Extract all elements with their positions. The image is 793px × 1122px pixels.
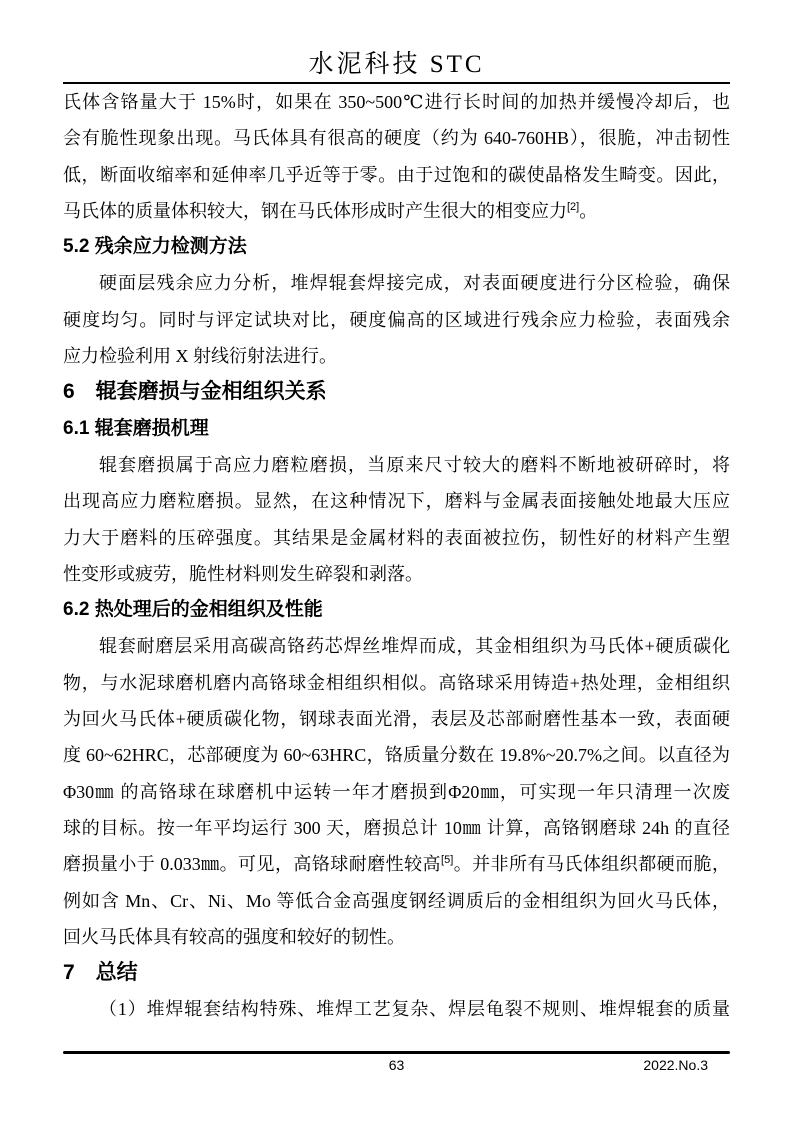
page-content — [63, 84, 730, 1028]
text-line: 辊套耐磨层采用高碳高铬药芯焊丝堆焊而成，其金相组织为马氏体+硬质碳化 — [99, 636, 730, 657]
journal-header-title: 水泥科技 STC — [308, 51, 485, 78]
footer-divider — [63, 1051, 730, 1054]
text-line: 物，与水泥球磨机磨内高铬球金相组织相似。高铬球采用铸造+热处理，金相组织 — [63, 672, 730, 693]
text-segment: 。并非所有马氏体组织都硬而脆， — [453, 854, 731, 875]
text-line: 性变形或疲劳，脆性材料则发生碎裂和剥落。 — [63, 563, 423, 584]
section-heading-7: 7 总结 — [63, 961, 138, 985]
text-line: （1）堆焊辊套结构特殊、堆焊工艺复杂、焊层龟裂不规则、堆焊辊套的质量 — [99, 999, 730, 1020]
page-number: 63 — [388, 1057, 405, 1073]
section-heading-6-1: 6.1 辊套磨损机理 — [63, 417, 209, 439]
text-segment: 磨损量小于 0.033㎜。可见，高铬球耐磨性较高 — [63, 854, 442, 875]
text-line: 辊套磨损属于高应力磨粒磨损，当原来尺寸较大的磨料不断地被研碎时，将 — [99, 454, 730, 475]
text-segment: 。 — [579, 200, 598, 221]
text-line: 度 60~62HRC，芯部硬度为 60~63HRC，铬质量分数在 19.8%~20.7%之间。以直径为 — [63, 745, 730, 766]
text-line: 硬度均匀。同时与评定试块对比，硬度偏高的区域进行残余应力检验，表面残余 — [63, 309, 730, 330]
text-line: 例如含 Mn、Cr、Ni、Mo 等低合金高强度钢经调质后的金相组织为回火马氏体， — [63, 890, 730, 911]
text-line: 硬面层残余应力分析，堆焊辊套焊接完成，对表面硬度进行分区检验，确保 — [99, 273, 730, 294]
text-line: 力大于磨料的压碎强度。其结果是金属材料的表面被拉伤，韧性好的材料产生塑 — [63, 527, 730, 548]
issue-label: 2022.No.3 — [643, 1057, 708, 1073]
text-line: Φ30㎜ 的高铬球在球磨机中运转一年才磨损到Φ20㎜，可实现一年只清理一次废 — [63, 781, 730, 802]
citation-ref-5: [5] — [441, 854, 454, 867]
text-line: 应力检验利用 X 射线衍射法进行。 — [63, 346, 337, 367]
text-line — [63, 846, 730, 882]
text-line: 球的目标。按一年平均运行 300 天，磨损总计 10㎜ 计算，高铬钢磨球 24h 的直径 — [63, 817, 730, 838]
citation-ref-2: [2] — [567, 200, 580, 213]
text-line: 回火马氏体具有较高的强度和较好的韧性。 — [63, 926, 405, 947]
text-line: 会有脆性现象出现。马氏体具有很高的硬度（约为 640-760HB），很脆，冲击韧性 — [63, 128, 730, 149]
section-heading-6: 6 辊套磨损与金相组织关系 — [63, 380, 327, 404]
text-line: 出现高应力磨粒磨损。显然，在这种情况下，磨料与金属表面接触处地最大压应 — [63, 491, 730, 512]
text-line: 低，断面收缩率和延伸率几乎近等于零。由于过饱和的碳使晶格发生畸变。因此， — [63, 164, 730, 185]
text-line: 为回火马氏体+硬质碳化物，钢球表面光滑，表层及芯部耐磨性基本一致，表面硬 — [63, 709, 730, 730]
text-line — [63, 193, 730, 229]
section-heading-6-2: 6.2 热处理后的金相组织及性能 — [63, 599, 323, 621]
section-heading-5-2: 5.2 残余应力检测方法 — [63, 236, 247, 258]
text-segment: 马氏体的质量体积较大，钢在马氏体形成时产生很大的相变应力 — [63, 200, 567, 221]
text-line: 氏体含铬量大于 15%时，如果在 350~500℃进行长时间的加热并缓慢冷却后，也 — [63, 92, 730, 112]
